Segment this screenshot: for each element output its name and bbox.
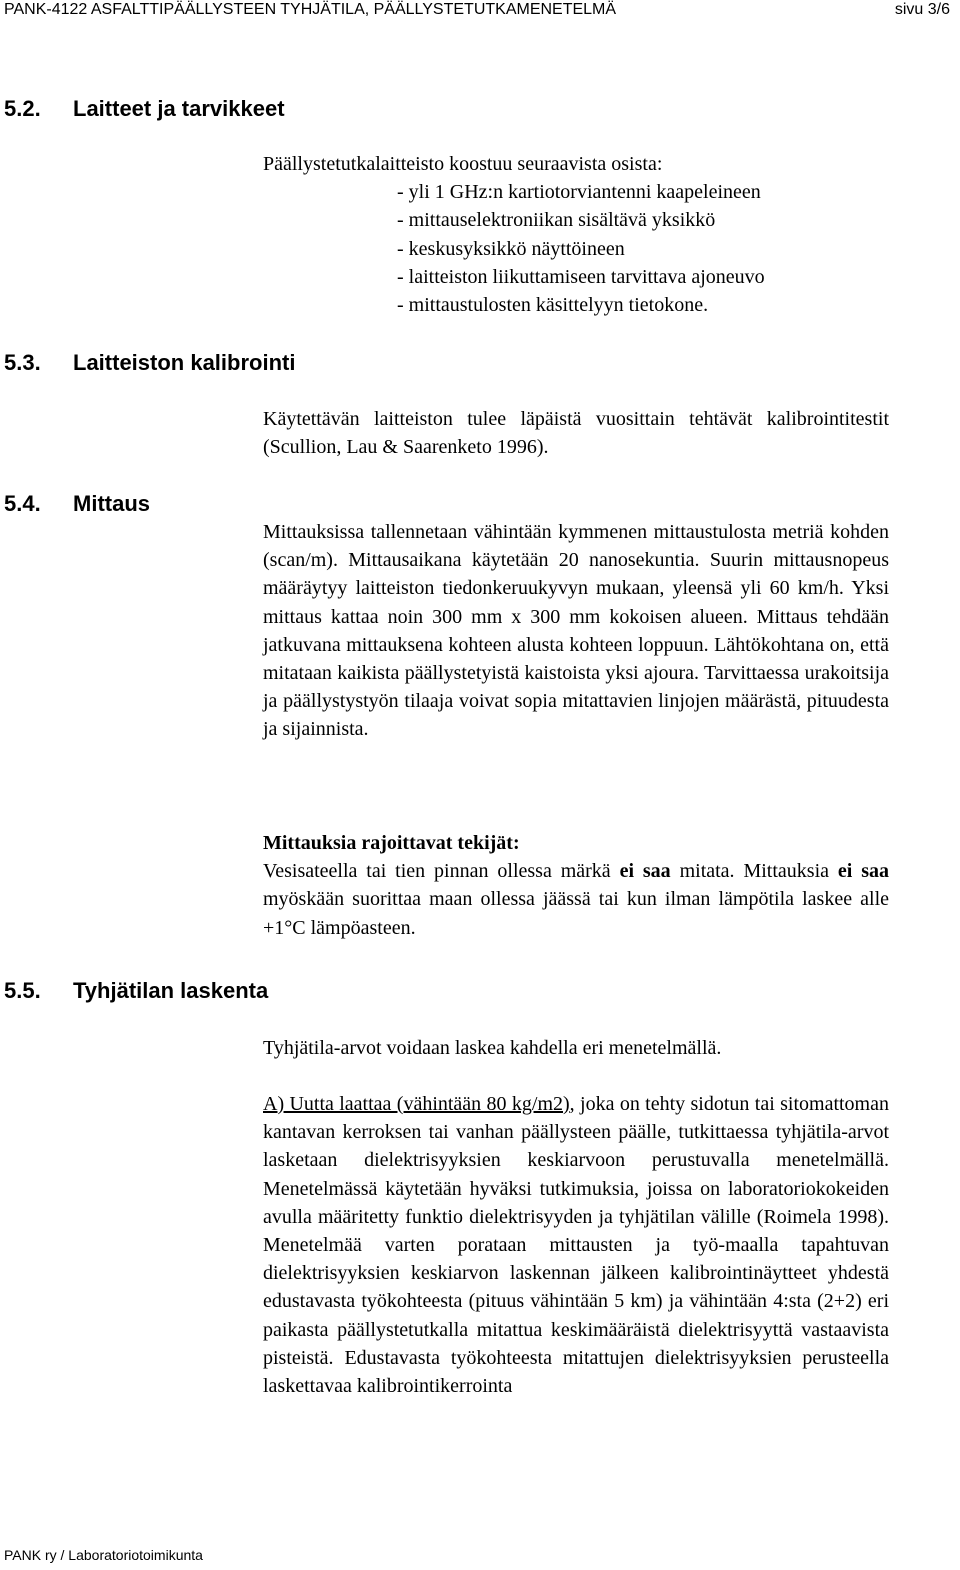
limits-paragraph [263,857,889,942]
document-header-title: PANK-4122 ASFALTTIPÄÄLLYSTEEN TYHJÄTILA, PÄÄLLYSTETUTKAMENETELMÄ [4,1,617,18]
limits-text: Vesisateella tai tien pinnan ollessa märkä [263,860,611,883]
method-a-text: , joka on tehty sidotun tai sitomattoman kantavan kerroksen tai vanhan päällysteen päälle, tutkittaessa tyhjätila-arvot lasketaan dielektrisyyksien keskiarvoon perustuvalla menetelmällä. Menetelmässä käytetään hyväksi tutkimuksia, joissa on laboratoriokokeiden avulla määritetty funktio dielektrisyyden ja tyhjätilan välille (Roimela 1998). Menetelmää varten porataan mittausten ja työ-maalla tapahtuvan dielektrisyyksien keskiarvon laskennan jälkeen kalibrointinäytteet yhdestä edustavasta työkohteesta (pituus vähintään 5 km) ja vähintään 4:sta (2+2) eri paikasta päällystetutkalla mitattua keskimääräistä dielektrisyyttä vastaavista pisteistä. Edustavasta työkohteesta mitattujen dielektrisyyksien perusteella laskettavaa kalibrointikerrointa [263,1093,889,1398]
section-number: 5.3. [4,350,41,375]
section-heading-5-4 [4,491,150,517]
list-item: - mittauselektroniikan sisältävä yksikkö [397,209,716,232]
calibration-paragraph: Käytettävän laitteiston tulee läpäistä vuosittain tehtävät kalibrointitestit (Scullion, Lau & Saarenketo 1996). [263,408,889,459]
section-title: Tyhjätilan laskenta [73,978,269,1003]
method-a-label: A) Uutta laattaa (vähintään 80 kg/m2) [263,1093,570,1115]
page-number: sivu 3/6 [894,1,950,18]
limits-text: myöskään suorittaa maan ollessa jäässä tai kun ilman lämpötila laskee alle +1°C lämpöasteen. [263,888,889,939]
section-number: 5.5. [4,978,41,1003]
list-item: - yli 1 GHz:n kartiotorviantenni kaapeleineen [397,181,761,204]
void-calc-intro: Tyhjätila-arvot voidaan laskea kahdella eri menetelmällä. [263,1037,722,1059]
section-number: 5.4. [4,491,41,516]
list-item: - mittaustulosten käsittelyyn tietokone. [397,294,709,317]
section-heading-5-2 [4,96,285,122]
equipment-block [263,150,889,319]
limits-emphasis: ei saa [619,860,671,883]
list-item: - laitteiston liikuttamiseen tarvittava ajoneuvo [397,265,765,288]
limits-heading: Mittauksia rajoittavat tekijät: [263,832,520,854]
measurement-limits-block [263,829,889,942]
equipment-intro: Päällystetutkalaitteisto koostuu seuraavista osista: [263,153,663,175]
section-number: 5.2. [4,96,41,121]
method-a-paragraph [263,1090,889,1400]
section-heading-5-5 [4,978,268,1004]
equipment-list [263,178,889,319]
limits-emphasis: ei saa [837,860,889,883]
section-heading-5-3 [4,350,295,376]
list-item: - keskusyksikkö näyttöineen [397,237,625,260]
section-title: Laitteiston kalibrointi [73,350,296,375]
footer-text: PANK ry / Laboratoriotoimikunta [4,1547,203,1563]
limits-text: mitata. Mittauksia [679,860,829,883]
section-title: Mittaus [73,491,150,516]
measurement-paragraph: Mittauksissa tallennetaan vähintään kymmenen mittaustulosta metriä kohden (scan/m). Mittausaikana käytetään 20 nanosekuntia. Suurin mittausnopeus määräytyy laitteiston tiedonkeruukyvyn mukaan, yleensä yli 60 km/h. Yksi mittaus kattaa noin 300 mm x 300 mm kokoisen alueen. Mittaus tehdään jatkuvana mittauksena kohteen alusta kohteen loppuun. Lähtökohtana on, että mitataan kaikista päällystetyistä kaistoista yksi ajoura. Tarvittaessa urakoitsija ja päällystystyön tilaaja voivat sopia mitattavien linjojen määrästä, pituudesta ja sijainnista. [263,521,889,741]
section-title: Laitteet ja tarvikkeet [73,96,285,121]
